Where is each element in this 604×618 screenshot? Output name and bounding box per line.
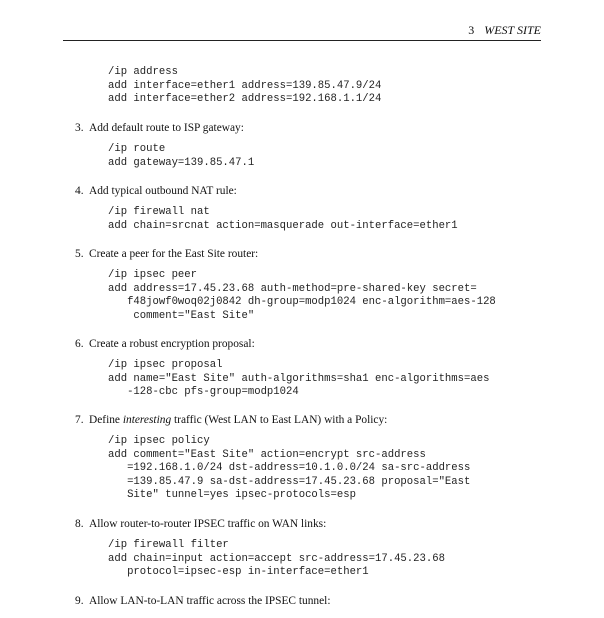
code-line: Site" tunnel=yes ipsec-protocols=esp [108, 489, 356, 502]
code-line: add address=17.45.23.68 auth-method=pre-shared-key secret= [108, 282, 477, 295]
code-line: /ip address [108, 66, 178, 78]
code-line: add name="East Site" auth-algorithms=sha1 enc-algorithms=aes [108, 372, 490, 385]
step-number: 9. [75, 595, 84, 607]
step-title-emphasis: interesting [122, 414, 172, 426]
step-title-post: traffic (West LAN to East LAN) with a Policy: [171, 414, 388, 426]
step-5-heading [75, 248, 258, 260]
code-block-ip-route [108, 143, 254, 170]
step-number: 4. [75, 185, 84, 197]
header-text [468, 23, 541, 38]
code-block-ipsec-proposal [108, 359, 489, 400]
code-block-ipsec-peer [108, 269, 496, 323]
step-number: 6. [75, 338, 84, 350]
code-line: =139.85.47.9 sa-dst-address=17.45.23.68 proposal="East [108, 475, 471, 488]
chapter-title: WEST SITE [484, 23, 541, 37]
step-number: 3. [75, 122, 84, 134]
step-title: Allow router-to-router IPSEC traffic on WAN links: [89, 518, 327, 530]
code-line: /ip firewall filter [108, 539, 229, 551]
step-9-heading [75, 595, 330, 607]
code-block-ip-address [108, 66, 381, 107]
step-6-heading [75, 338, 255, 350]
step-7-heading [75, 414, 387, 426]
code-line: add interface=ether1 address=139.85.47.9/24 [108, 79, 382, 92]
step-number: 7. [75, 414, 84, 426]
code-line: /ip ipsec peer [108, 269, 198, 281]
code-line: /ip firewall nat [108, 206, 210, 218]
code-line: add chain=input action=accept src-address=17.45.23.68 [108, 552, 445, 565]
code-line: comment="East Site" [108, 309, 255, 322]
step-title: Create a robust encryption proposal: [89, 338, 255, 350]
code-block-firewall-filter [108, 539, 445, 580]
code-line: f48jowf0woq02j0842 dh-group=modp1024 enc-algorithm=aes-128 [108, 296, 496, 309]
code-line: =192.168.1.0/24 dst-address=10.1.0.0/24 sa-src-address [108, 462, 471, 475]
step-title: Add default route to ISP gateway: [89, 122, 244, 134]
step-8-heading [75, 518, 326, 530]
step-title: Create a peer for the East Site router: [89, 248, 259, 260]
code-block-firewall-nat [108, 206, 458, 233]
chapter-number: 3 [468, 23, 475, 37]
running-header [63, 20, 541, 41]
step-4-heading [75, 185, 237, 197]
step-number: 5. [75, 248, 84, 260]
step-title: Allow LAN-to-LAN traffic across the IPSEC tunnel: [89, 595, 331, 607]
step-number: 8. [75, 518, 84, 530]
code-line: /ip ipsec proposal [108, 359, 223, 371]
code-line: /ip ipsec policy [108, 435, 210, 447]
step-3-heading [75, 122, 244, 134]
code-line: add interface=ether2 address=192.168.1.1/24 [108, 93, 382, 106]
code-block-ipsec-policy [108, 435, 470, 503]
code-line: add chain=srcnat action=masquerade out-interface=ether1 [108, 219, 458, 232]
code-line: add gateway=139.85.47.1 [108, 156, 255, 169]
step-title: Add typical outbound NAT rule: [89, 185, 237, 197]
code-line: add comment="East Site" action=encrypt src-address [108, 448, 426, 461]
code-line: protocol=ipsec-esp in-interface=ether1 [108, 566, 369, 579]
step-title-pre: Define [89, 414, 123, 426]
code-line: -128-cbc pfs-group=modp1024 [108, 386, 299, 399]
code-line: /ip route [108, 143, 166, 155]
